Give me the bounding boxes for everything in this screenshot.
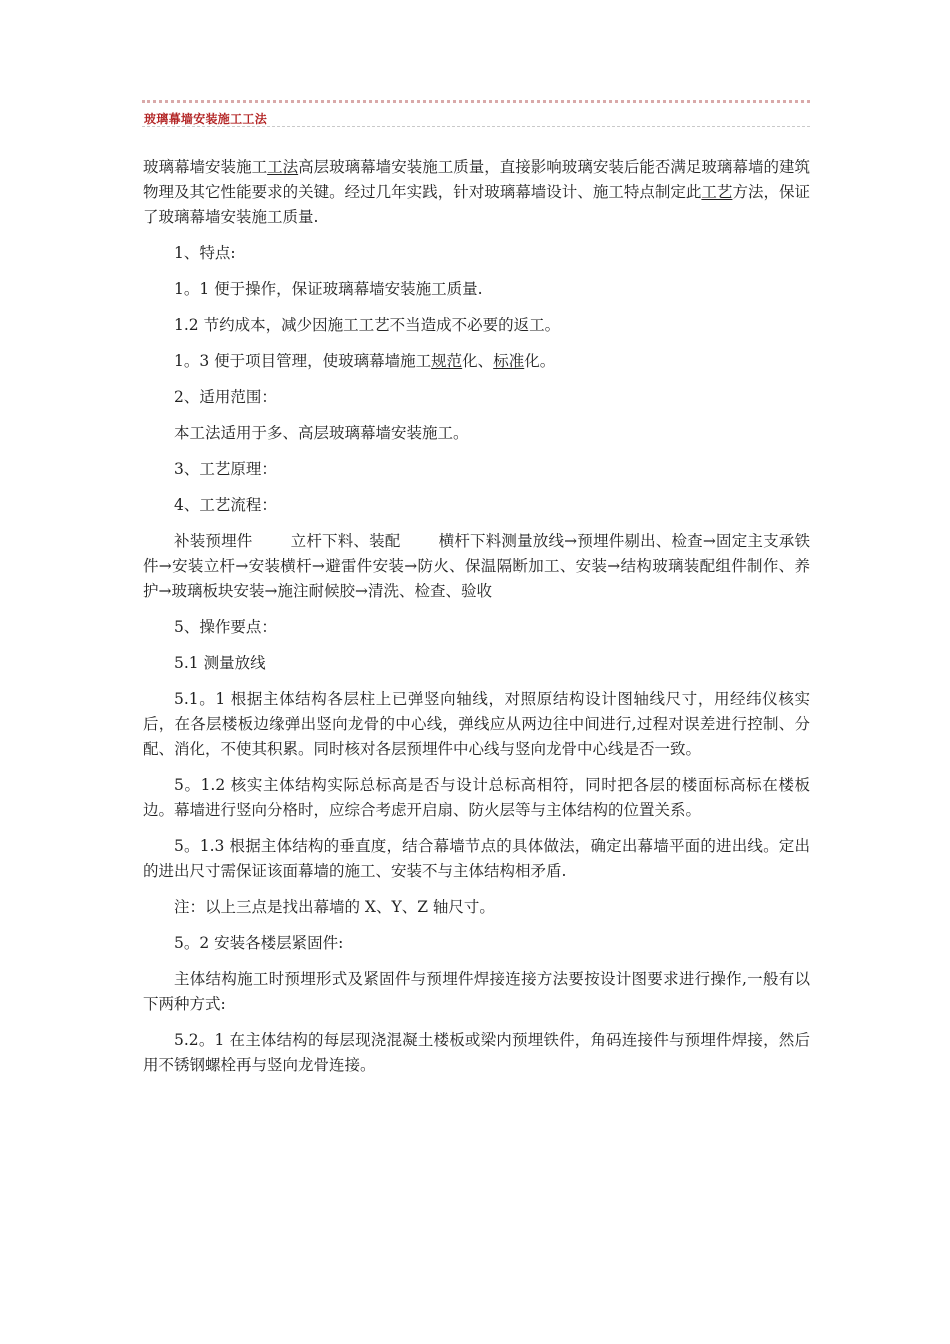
section-3-heading: 3、工艺原理： <box>174 460 277 478</box>
document-body <box>143 155 810 1089</box>
header-dotted-rule <box>142 100 810 103</box>
header-divider <box>142 126 810 127</box>
flow-item-2: 立杆下料、装配 <box>290 532 401 550</box>
section-2-text: 本工法适用于多、高层玻璃幕墙安装施工。 <box>174 424 469 442</box>
section-1-heading: 1、特点: <box>174 244 236 262</box>
section-5-1-2: 5。1.2 核实主体结构实际总标高是否与设计总标高相符，同时把各层的楼面标高标在楼板边。幕墙进行竖向分格时，应综合考虑开启扇、防火层等与主体结构的位置关系。 <box>143 776 810 819</box>
intro-paragraph <box>143 155 810 230</box>
section-1-2: 1.2 节约成本，减少因施工工艺不当造成不必要的返工。 <box>174 316 561 334</box>
intro-text-c: 方法，保证了玻璃幕墙安装施工质量. <box>143 183 810 226</box>
section-2-heading: 2、适用范围： <box>174 388 277 406</box>
section-1-3-text-a: 1。3 便于项目管理，使玻璃幕墙施工 <box>174 352 432 370</box>
section-4-heading: 4、工艺流程： <box>174 496 277 514</box>
intro-link-gongfa[interactable]: 工法 <box>267 158 299 176</box>
section-5-1-1: 5.1。1 根据主体结构各层柱上已弹竖向轴线，对照原结构设计图轴线尺寸，用经纬仪核实后，在各层楼板边缘弹出竖向龙骨的中心线，弹线应从两边往中间进行,过程对误差进行控制、分配、消化，不使其积累。同时核对各层预埋件中心线与竖向龙骨中心线是否一致。 <box>143 690 810 758</box>
section-5-1-3: 5。1.3 根据主体结构的垂直度，结合幕墙节点的具体做法，确定出幕墙平面的进出线。定出的进出尺寸需保证该面幕墙的施工、安装不与主体结构相矛盾. <box>143 837 810 880</box>
section-1-3 <box>143 349 810 374</box>
section-1-3-text-c: 化。 <box>524 352 556 370</box>
document-title: 玻璃幕墙安装施工工法 <box>144 112 268 126</box>
intro-text-b: 高层玻璃幕墙安装施工质量，直接影响玻璃安装后能否满足玻璃幕墙的建筑物理及其它性能要求的关键。经过几年实践，针对玻璃幕墙设计、施工特点制定此 <box>143 158 810 201</box>
section-5-2-heading: 5。2 安装各楼层紧固件: <box>174 934 344 952</box>
link-guifan[interactable]: 规范 <box>431 352 463 370</box>
section-5-2-1: 5.2。1 在主体结构的每层现浇混凝土楼板或梁内预埋铁件，角码连接件与预埋件焊接，然后用不锈钢螺栓再与竖向龙骨连接。 <box>143 1031 810 1074</box>
intro-link-gongyi[interactable]: 工艺 <box>701 183 733 201</box>
section-1-3-text-b: 化、 <box>462 352 494 370</box>
intro-text-a: 玻璃幕墙安装施工 <box>143 158 268 176</box>
section-5-2-text: 主体结构施工时预埋形式及紧固件与预埋件焊接连接方法要按设计图要求进行操作,一般有以下两种方式: <box>143 970 810 1013</box>
section-5-1-heading: 5.1 测量放线 <box>174 654 266 672</box>
flow-rest: 横杆下料测量放线→预埋件剔出、检查→固定主支承铁件→安装立杆→安装横杆→避雷件安装→防火、保温隔断加工、安装→结构玻璃装配组件制作、养护→玻璃板块安装→施注耐候胶→清洗、检查、验收 <box>143 532 810 600</box>
flow-item-1: 补装预埋件 <box>174 532 253 550</box>
section-5-heading: 5、操作要点： <box>174 618 277 636</box>
note-paragraph: 注：以上三点是找出幕墙的 X、Y、Z 轴尺寸。 <box>174 898 495 916</box>
process-flow <box>143 529 810 604</box>
section-1-1: 1。1 便于操作，保证玻璃幕墙安装施工质量. <box>174 280 483 298</box>
link-biaozhun[interactable]: 标准 <box>493 352 525 370</box>
